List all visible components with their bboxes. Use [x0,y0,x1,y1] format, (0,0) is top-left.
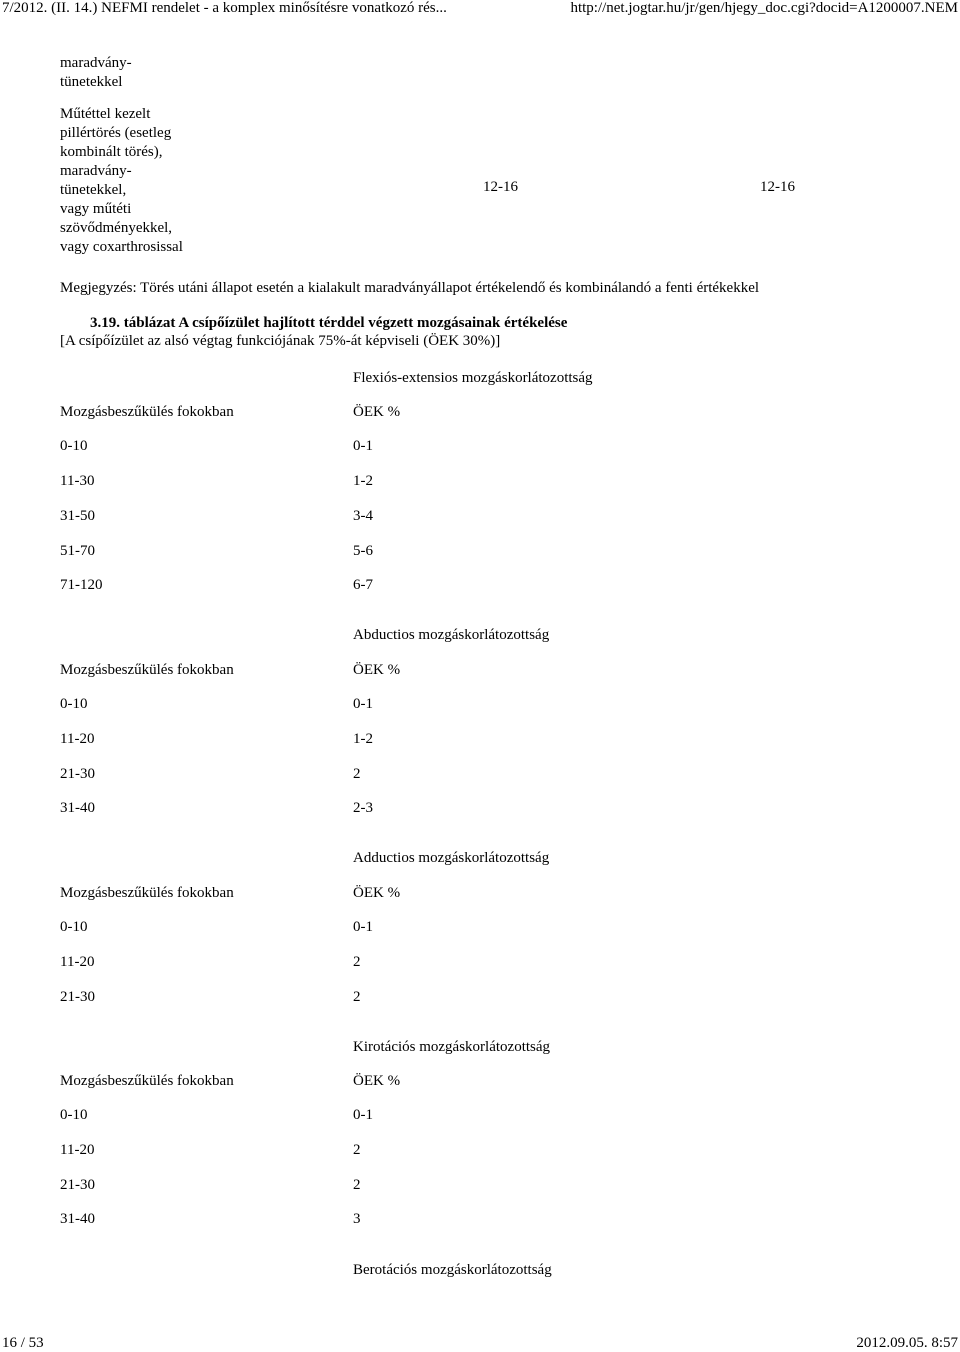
note-text: Megjegyzés: Törés utáni állapot esetén a kialakult maradványállapot értékelendő és kombinálandó a fenti értékekkel [60,280,760,296]
text-line: maradvány- [60,55,132,71]
text-line: pillértörés (esetleg [60,125,172,141]
table-title: Kirotációs mozgáskorlátozottság [353,1039,551,1055]
table-header-row [60,661,660,679]
table-cell: 0-1 [353,696,373,712]
table-row [60,988,660,1006]
table-header-row [60,884,660,902]
table-cell: 31-40 [60,800,95,816]
table-row [60,1141,660,1159]
column-header: ÖEK % [353,404,401,420]
table-title: Flexiós-extensios mozgáskorlátozottság [353,370,593,386]
table-cell: 11-20 [60,731,95,747]
text-line: kombinált törés), [60,144,163,160]
column-header: ÖEK % [353,885,401,901]
table-row [60,542,660,560]
column-header: ÖEK % [353,1073,401,1089]
table-row [60,918,660,936]
previous-table-fragment [60,54,183,257]
text-line: maradvány- [60,163,132,179]
column-header: Mozgásbeszűkülés fokokban [60,1073,234,1089]
column-header: Mozgásbeszűkülés fokokban [60,662,234,678]
table-title: Berotációs mozgáskorlátozottság [353,1262,552,1278]
table-cell: 6-7 [353,577,373,593]
table-cell: 31-50 [60,508,95,524]
table-cell: 0-10 [60,438,88,454]
column-header: Mozgásbeszűkülés fokokban [60,885,234,901]
table-cell: 11-20 [60,1142,95,1158]
table-cell: 0-10 [60,696,88,712]
table-title: Abductios mozgáskorlátozottság [353,627,550,643]
table-cell: 5-6 [353,543,373,559]
text-line: Műtéttel kezelt [60,106,151,122]
table-row [60,1176,660,1194]
table-cell: 11-30 [60,473,95,489]
table-header-row [60,403,660,421]
table-row [60,695,660,713]
table-cell: 11-20 [60,954,95,970]
table-title: Adductios mozgáskorlátozottság [353,850,550,866]
table-cell: 51-70 [60,543,95,559]
table-cell: 1-2 [353,731,373,747]
table-cell: 0-10 [60,919,88,935]
page-header-title: 7/2012. (II. 14.) NEFMI rendelet - a komplex minősítésre vonatkozó rés... [2,0,447,16]
column-header: Mozgásbeszűkülés fokokban [60,404,234,420]
table-cell: 3 [353,1211,361,1227]
table-header-row [60,1072,660,1090]
table-heading-title: 3.19. táblázat A csípőízület hajlított térddel végzett mozgásainak értékelése [90,315,568,331]
table-cell: 2 [353,1177,361,1193]
value-cell: 12-16 [483,179,518,195]
table-row [60,507,660,525]
table-cell: 21-30 [60,766,95,782]
page-header-url: http://net.jogtar.hu/jr/gen/hjegy_doc.cgi?docid=A1200007.NEM [570,0,958,16]
column-header: ÖEK % [353,662,401,678]
table-row [60,472,660,490]
table-heading-subtitle: [A csípőízület az alsó végtag funkciójának 75%-át képviseli (ÖEK 30%)] [60,333,501,349]
table-cell: 71-120 [60,577,103,593]
table-cell: 2 [353,1142,361,1158]
table-row [60,953,660,971]
value-cell: 12-16 [760,179,795,195]
table-row [60,799,660,817]
table-cell: 0-1 [353,1107,373,1123]
table-cell: 2 [353,766,361,782]
table-row [60,765,660,783]
table-cell: 0-1 [353,438,373,454]
table-cell: 0-10 [60,1107,88,1123]
table-cell: 2-3 [353,800,373,816]
table-row [60,730,660,748]
text-line: tünetekkel [60,74,123,90]
table-cell: 1-2 [353,473,373,489]
print-timestamp: 2012.09.05. 8:57 [856,1335,958,1351]
table-row [60,1106,660,1124]
table-row [60,576,660,594]
table-row [60,437,660,455]
table-cell: 2 [353,989,361,1005]
page-number: 16 / 53 [2,1335,44,1351]
table-cell: 21-30 [60,1177,95,1193]
table-cell: 3-4 [353,508,373,524]
table-row [60,1210,660,1228]
text-line: szövődményekkel, [60,220,173,236]
text-line: vagy műtéti [60,201,132,217]
table-cell: 0-1 [353,919,373,935]
table-cell: 21-30 [60,989,95,1005]
text-line: tünetekkel, [60,182,127,198]
text-line: vagy coxarthrosissal [60,239,183,255]
table-cell: 31-40 [60,1211,95,1227]
table-cell: 2 [353,954,361,970]
